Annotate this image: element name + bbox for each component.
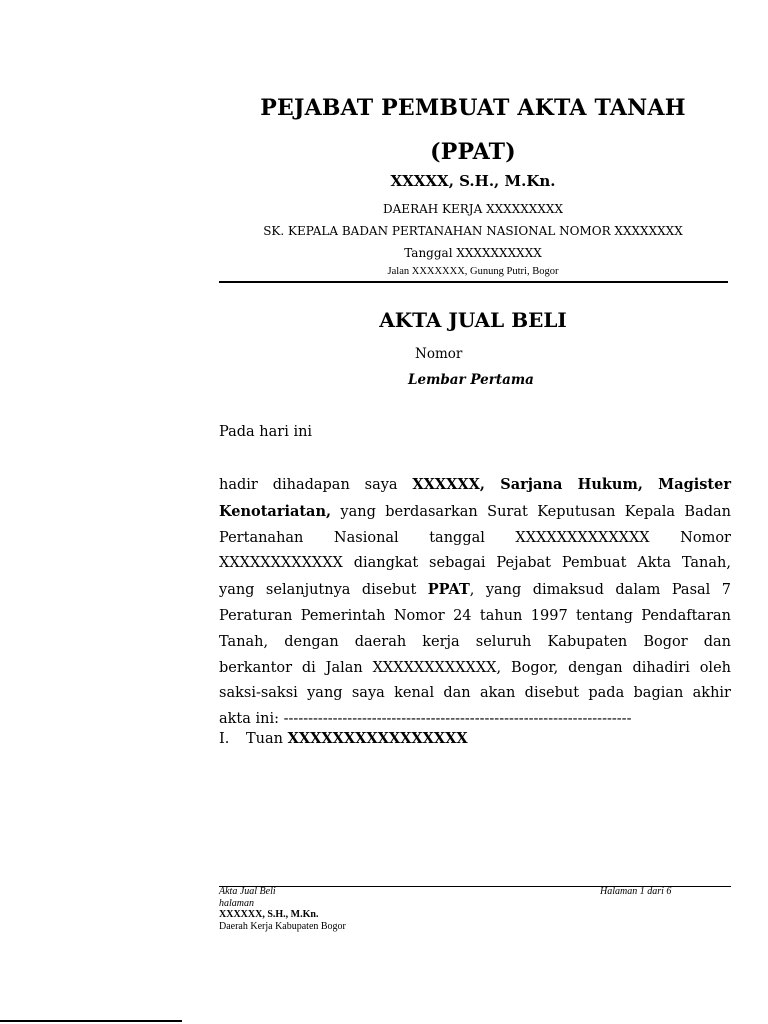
body-line: berkantor di Jalan XXXXXXXXXXXX, Bogor, dengan dihadiri oleh — [219, 659, 731, 676]
sheet-label: Lembar Pertama — [408, 372, 534, 388]
document-number-label: Nomor — [415, 346, 463, 362]
page-footer — [219, 886, 731, 932]
body-paragraph — [219, 472, 731, 733]
party-item — [219, 730, 468, 747]
footer-official-name: XXXXXX, S.H., M.Kn. — [219, 909, 319, 920]
body-line — [219, 499, 731, 526]
body-bold-text: XXXXXX, Sarjana Hukum, Magister — [412, 476, 731, 493]
body-line: saksi-saksi yang saya kenal dan akan disebut pada bagian akhir — [219, 685, 731, 702]
party-name: XXXXXXXXXXXXXXXX — [287, 730, 468, 747]
footer-work-area: Daerah Kerja Kabupaten Bogor — [219, 920, 346, 932]
party-number: I. — [219, 731, 230, 747]
work-area: DAERAH KERJA XXXXXXXXX — [383, 202, 563, 216]
header-divider — [219, 281, 728, 283]
body-text: , yang dimaksud dalam Pasal 7 — [469, 582, 731, 599]
header-title — [218, 86, 728, 174]
opening-line: Pada hari ini — [219, 424, 313, 440]
office-address: Jalan XXXXXXX, Gunung Putri, Bogor — [387, 266, 559, 277]
body-line: akta ini: ----------------------------------------------------------------------- — [219, 711, 632, 728]
body-line: Tanah, dengan daerah kerja seluruh Kabupaten Bogor dan — [219, 633, 731, 650]
header-title-line1: PEJABAT PEMBUAT AKTA TANAH — [260, 95, 686, 121]
footer-page-number: Halaman 1 dari 6 — [600, 886, 672, 897]
body-bold-text: Kenotariatan, — [219, 502, 332, 520]
decree-line: SK. KEPALA BADAN PERTANAHAN NASIONAL NOMOR XXXXXXXX — [263, 224, 683, 238]
body-line: Pertanahan Nasional tanggal XXXXXXXXXXXXX Nomor — [219, 529, 731, 546]
body-text: yang berdasarkan Surat Keputusan Kepala Badan — [331, 503, 731, 520]
body-line — [219, 577, 731, 604]
body-line: XXXXXXXXXXXX diangkat sebagai Pejabat Pembuat Akta Tanah, — [219, 555, 731, 572]
official-name: XXXXX, S.H., M.Kn. — [390, 172, 556, 190]
body-line: Peraturan Pemerintah Nomor 24 tahun 1997 tentang Pendaftaran — [219, 607, 731, 624]
body-bold-text: PPAT — [427, 581, 470, 599]
body-text: yang selanjutnya disebut — [219, 582, 428, 599]
bottom-divider — [0, 1020, 182, 1022]
footer-page-word: halaman — [219, 897, 254, 909]
header-title-line2: (PPAT) — [430, 139, 516, 165]
footer-doc-name: Akta Jual Beli — [219, 886, 276, 897]
party-title: Tuan — [246, 731, 288, 747]
body-text: hadir dihadapan saya — [219, 477, 413, 493]
decree-date: Tanggal XXXXXXXXXX — [404, 246, 542, 260]
body-line — [219, 472, 731, 499]
document-title: AKTA JUAL BELI — [379, 308, 567, 332]
